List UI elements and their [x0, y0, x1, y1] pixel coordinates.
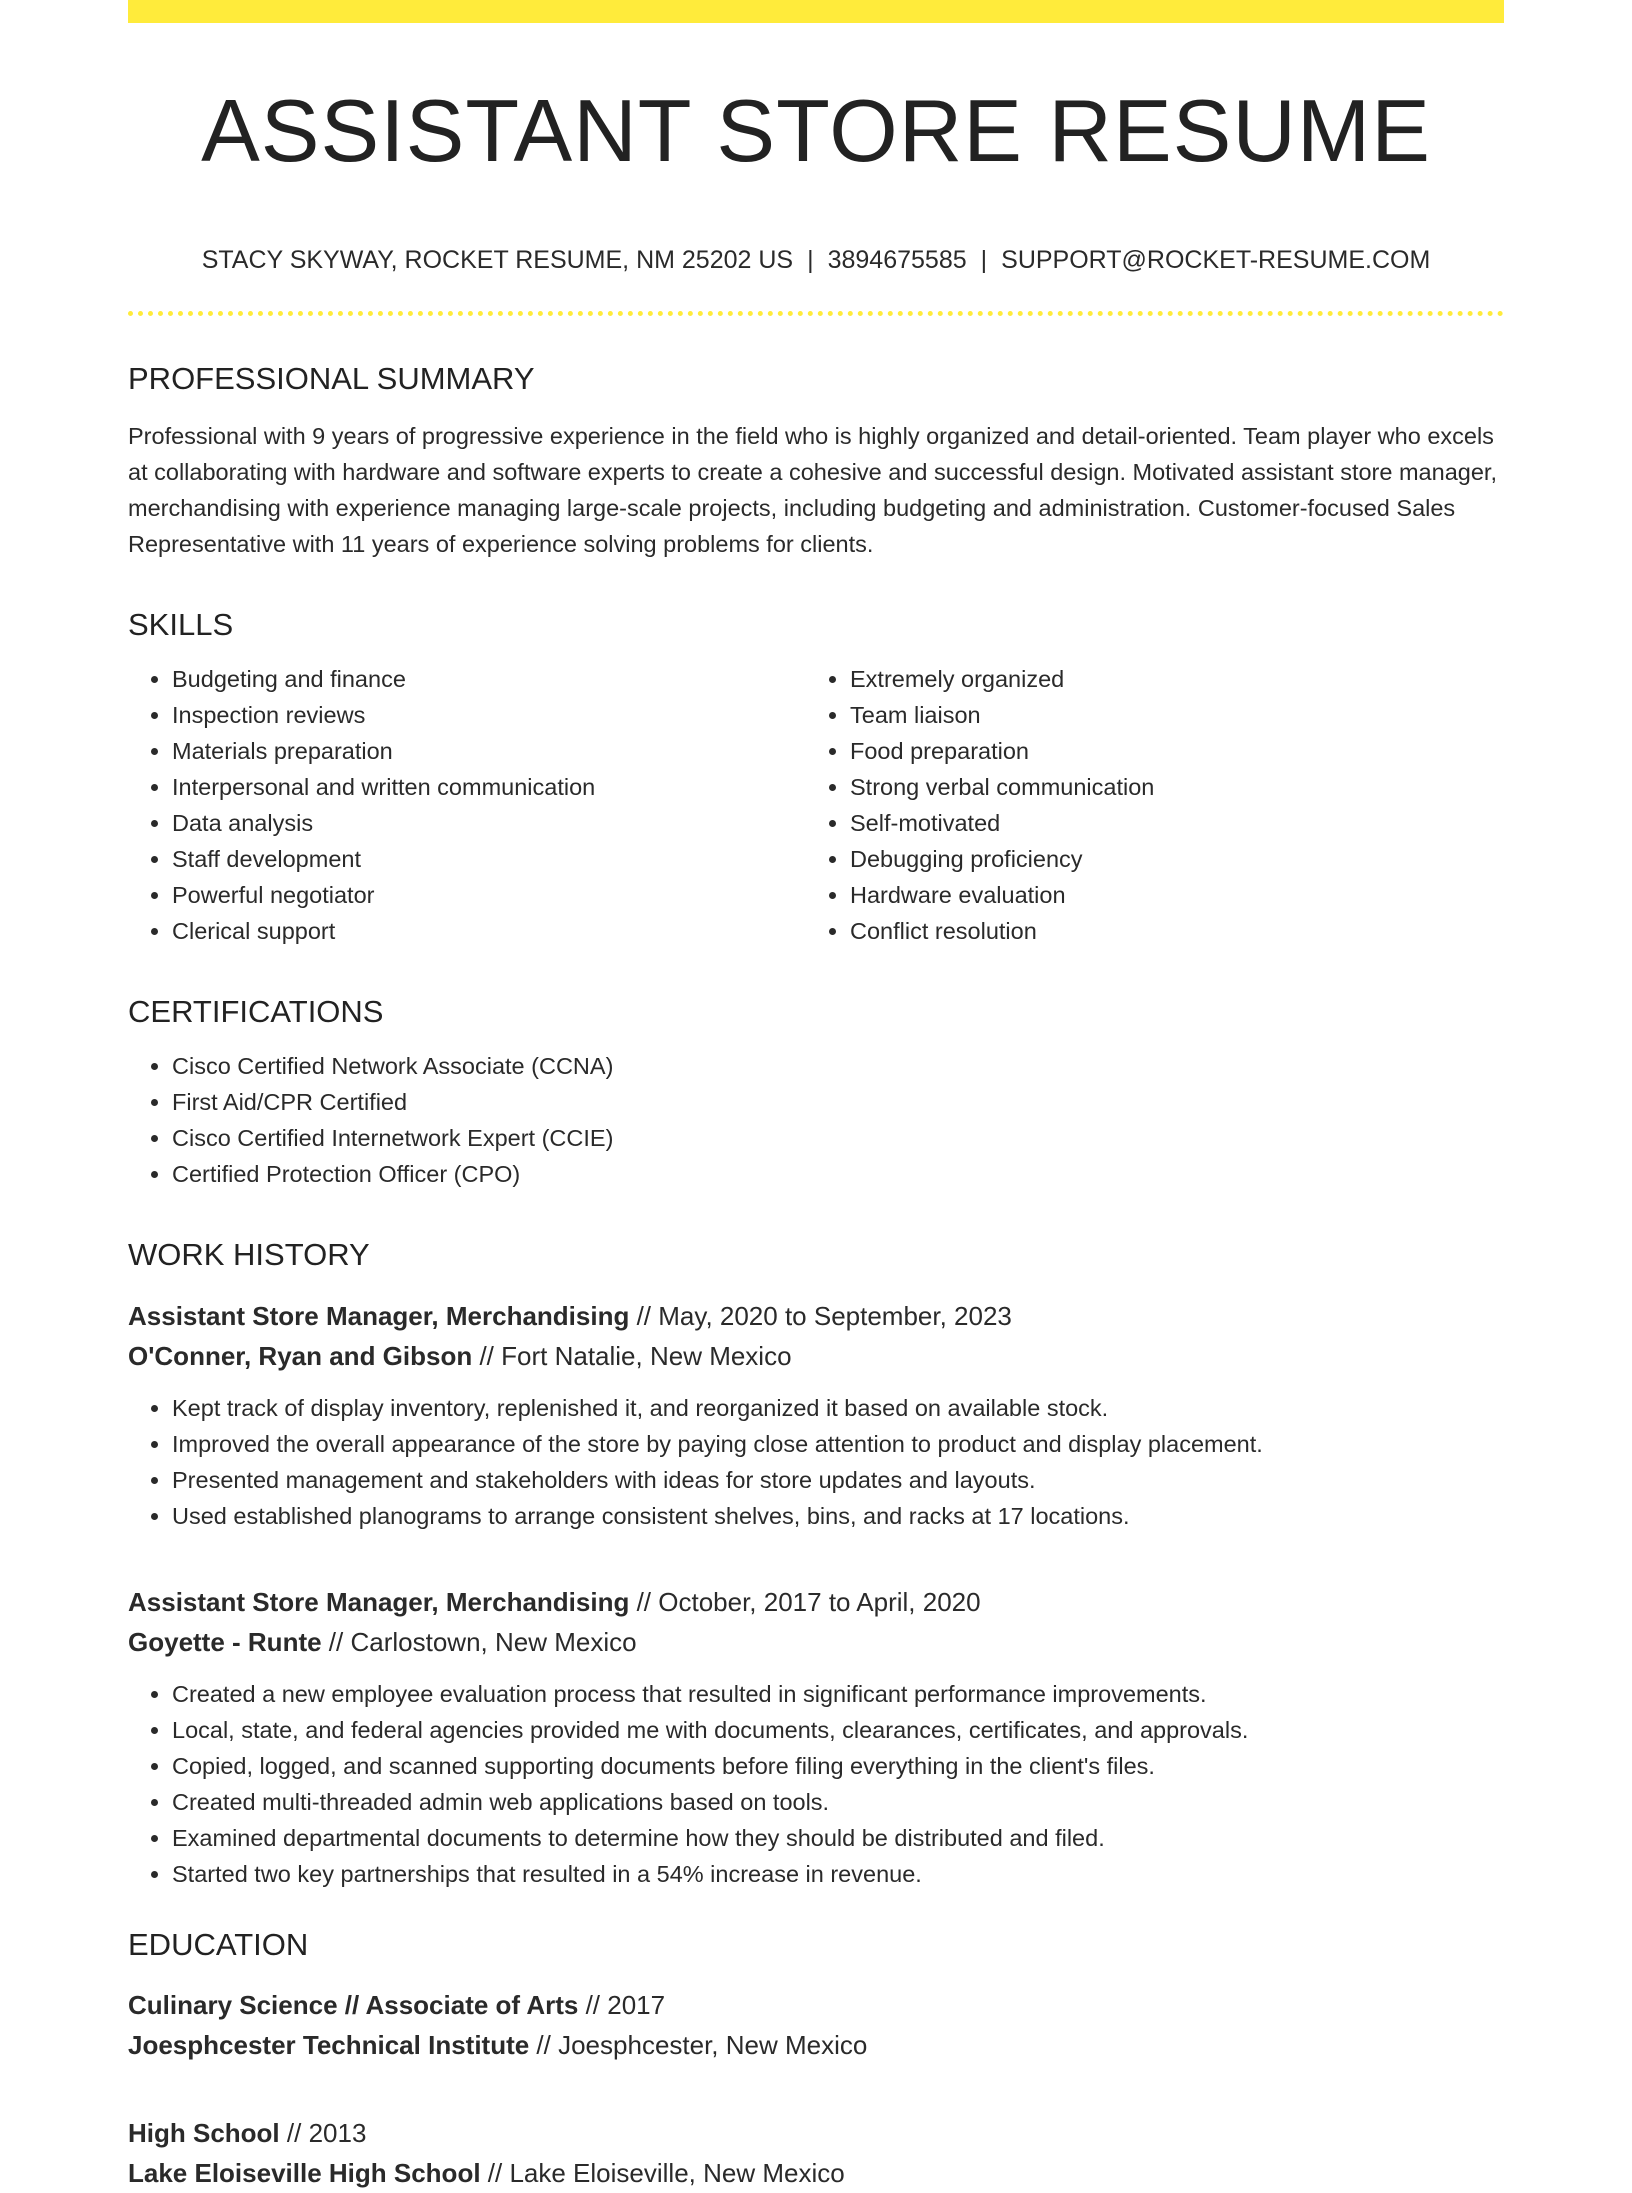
contact-separator: |	[807, 245, 814, 274]
certification-item: • Cisco Certified Network Associate (CCNA)	[172, 1048, 1504, 1084]
resume-title: ASSISTANT STORE RESUME	[201, 81, 1431, 180]
skill-item: • Inspection reviews	[172, 697, 806, 733]
skill-item: • Strong verbal communication	[850, 769, 1504, 805]
education-degree: High School	[128, 2117, 280, 2148]
education-entry	[128, 2113, 1504, 2193]
job-bullet: • Kept track of display inventory, replenished it, and reorganized it based on available stock.	[172, 1390, 1504, 1426]
education-school-line	[128, 2025, 1504, 2065]
work-history-heading: WORK HISTORY	[128, 1237, 370, 1273]
certifications-list	[128, 1048, 1504, 1192]
skill-item: • Interpersonal and written communication	[172, 769, 806, 805]
job-location: // Fort Natalie, New Mexico	[472, 1340, 792, 1371]
skills-column-right	[806, 661, 1504, 949]
job-bullet: • Created multi-threaded admin web applications based on tools.	[172, 1784, 1504, 1820]
certification-item: • Certified Protection Officer (CPO)	[172, 1156, 1504, 1192]
summary-heading: PROFESSIONAL SUMMARY	[128, 360, 535, 396]
skills-heading: SKILLS	[128, 606, 234, 642]
education-year: // 2017	[578, 1989, 666, 2020]
resume-page	[128, 0, 1504, 2193]
skills-list	[128, 661, 1504, 949]
education-heading: EDUCATION	[128, 1926, 309, 1962]
skill-item: • Data analysis	[172, 805, 806, 841]
skill-item: • Hardware evaluation	[850, 877, 1504, 913]
job-bullets	[128, 1390, 1504, 1534]
education-degree-line	[128, 1985, 1504, 2025]
job-bullets	[128, 1676, 1504, 1892]
skill-item: • Self-motivated	[850, 805, 1504, 841]
education-location: // Lake Eloiseville, New Mexico	[480, 2157, 845, 2188]
job-header	[128, 1296, 1504, 1376]
dotted-divider	[128, 311, 1504, 316]
job-company: Goyette - Runte	[128, 1626, 322, 1657]
contact-separator: |	[980, 245, 988, 274]
job-location: // Carlostown, New Mexico	[321, 1626, 637, 1657]
job-bullet: • Created a new employee evaluation process that resulted in significant performance improvements.	[172, 1676, 1504, 1712]
skills-column-left	[128, 661, 806, 949]
contact-email[interactable]: SUPPORT@ROCKET-RESUME.COM	[1001, 245, 1431, 274]
education-location: // Joesphcester, New Mexico	[529, 2029, 868, 2060]
skill-item: • Staff development	[172, 841, 806, 877]
skill-item: • Food preparation	[850, 733, 1504, 769]
education-school: Lake Eloiseville High School	[128, 2157, 481, 2188]
education-degree: Culinary Science // Associate of Arts	[128, 1989, 579, 2020]
education-entry	[128, 1985, 1504, 2065]
job-bullet: • Used established planograms to arrange consistent shelves, bins, and racks at 17 locations.	[172, 1498, 1504, 1534]
skill-item: • Extremely organized	[850, 661, 1504, 697]
education-year: // 2013	[279, 2117, 367, 2148]
summary-text: Professional with 9 years of progressive experience in the field who is highly organized and detail-oriented. Team player who excels at collaborating with hardware and software experts to create a cohesive and successful design. Motivated assistant store manager, merchandising with experience managing large-scale projects, including budgeting and administration. Customer-focused Sales Representative with 11 years of experience solving problems for clients.	[128, 422, 1497, 557]
job-title: Assistant Store Manager, Merchandising	[128, 1300, 630, 1331]
job-header	[128, 1582, 1504, 1662]
job-bullet: • Improved the overall appearance of the store by paying close attention to product and display placement.	[172, 1426, 1504, 1462]
job-company-line	[128, 1622, 1504, 1662]
job-title-line	[128, 1296, 1504, 1336]
job-title: Assistant Store Manager, Merchandising	[128, 1586, 630, 1617]
skill-item: • Team liaison	[850, 697, 1504, 733]
certification-item: • Cisco Certified Internetwork Expert (CCIE)	[172, 1120, 1504, 1156]
job-bullet: • Copied, logged, and scanned supporting documents before filing everything in the client's files.	[172, 1748, 1504, 1784]
skill-item: • Powerful negotiator	[172, 877, 806, 913]
contact-line	[128, 246, 1504, 275]
job-bullet: • Examined departmental documents to determine how they should be distributed and filed.	[172, 1820, 1504, 1856]
job-bullet: • Started two key partnerships that resulted in a 54% increase in revenue.	[172, 1856, 1504, 1892]
job-bullet: • Presented management and stakeholders with ideas for store updates and layouts.	[172, 1462, 1504, 1498]
job-dates: // October, 2017 to April, 2020	[629, 1586, 981, 1617]
job-bullet: • Local, state, and federal agencies provided me with documents, clearances, certificates, and approvals.	[172, 1712, 1504, 1748]
skill-item: • Clerical support	[172, 913, 806, 949]
education-degree-line	[128, 2113, 1504, 2153]
skill-item: • Budgeting and finance	[172, 661, 806, 697]
education-school: Joesphcester Technical Institute	[128, 2029, 530, 2060]
contact-phone: 3894675585	[827, 245, 967, 274]
accent-top-bar	[128, 0, 1504, 23]
job-company-line	[128, 1336, 1504, 1376]
job-title-line	[128, 1582, 1504, 1622]
certifications-heading: CERTIFICATIONS	[128, 994, 384, 1030]
job-company: O'Conner, Ryan and Gibson	[128, 1340, 473, 1371]
skill-item: • Debugging proficiency	[850, 841, 1504, 877]
job-dates: // May, 2020 to September, 2023	[629, 1300, 1012, 1331]
contact-address: STACY SKYWAY, ROCKET RESUME, NM 25202 US	[201, 245, 794, 274]
certification-item: • First Aid/CPR Certified	[172, 1084, 1504, 1120]
education-school-line	[128, 2153, 1504, 2193]
skill-item: • Conflict resolution	[850, 913, 1504, 949]
skill-item: • Materials preparation	[172, 733, 806, 769]
